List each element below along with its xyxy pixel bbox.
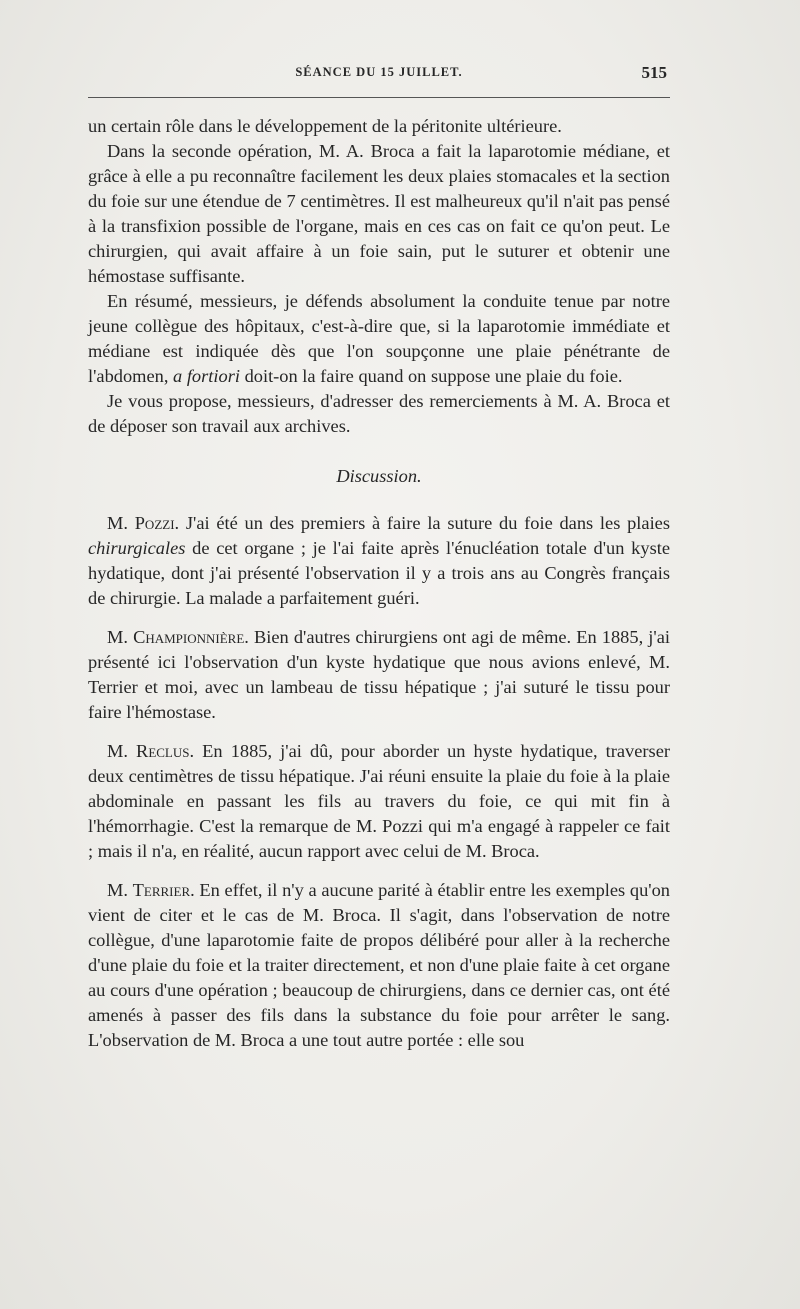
paragraph-second-operation: Dans la seconde opération, M. A. Broca a fait la laparotomie médiane, et grâce à elle a pu reconnaître facilement les deux plaies stomacales et la section du foie sur une étendue de 7 centimètres. Il est malheureux qu'il n'ait pas pensé à la transfixion possible de l'organe, mais en ces cas on fait ce qu'on peut. Le chirurgien, qui avait affaire à un foie sain, put le suturer et obtenir une hémostase suffisante.	[88, 141, 670, 286]
speaker-terrier: Terrier	[132, 880, 191, 900]
pozzi-text-a: . J'ai été un des premiers à faire la suture du foie dans les plaies	[174, 513, 670, 533]
page-number: 515	[641, 63, 667, 82]
speaker-pozzi: Pozzi	[134, 513, 175, 533]
header-rule	[88, 97, 670, 98]
pozzi-text-b: de cet organe ; je l'ai faite après l'énucléation totale d'un kyste hydatique, dont j'ai présenté l'observation il y a trois ans au Congrès français de chirurgie. La malade a parfaitement guéri.	[88, 538, 670, 608]
running-title: SÉANCE DU 15 JUILLET.	[295, 65, 463, 79]
paragraph-proposal: Je vous propose, messieurs, d'adresser des remerciements à M. A. Broca et de déposer son travail aux archives.	[88, 391, 670, 436]
paragraph-summary	[88, 289, 670, 389]
reclus-text: . En 1885, j'ai dû, pour aborder un hyste hydatique, traverser deux centimètres de tissu hépatique. J'ai réuni ensuite la plaie du foie à la plaie abdominale en passant les fils au travers du foie, ce qui mit fin à l'hémorrhagie. C'est la remarque de M. Pozzi qui m'a engagé à rappeler ce fait ; mais il n'a, en réalité, aucun rapport avec celui de M. Broca.	[88, 741, 670, 861]
paragraph-terrier	[88, 878, 670, 1053]
paragraph-pozzi	[88, 511, 670, 611]
summary-text-b: doit-on la faire quand on suppose une plaie du foie.	[239, 366, 623, 386]
summary-text-a: En résumé, messieurs, je défends absolument la conduite tenue par notre jeune collègue des hôpitaux, c'est-à-dire que, si la laparotomie immédiate et médiane est indiquée dès que l'on soupçonne une plaie pénétrante de l'abdomen,	[88, 291, 670, 386]
pozzi-emphasis: chirurgicales	[88, 538, 186, 558]
discussion-heading: Discussion.	[336, 466, 422, 486]
paragraph-continuation: un certain rôle dans le développement de la péritonite ultérieure.	[88, 116, 562, 136]
summary-emphasis: a fortiori	[173, 366, 240, 386]
paragraph-reclus	[88, 739, 670, 864]
championniere-prefix: M.	[107, 627, 134, 647]
terrier-prefix: M.	[107, 880, 133, 900]
terrier-text: . En effet, il n'y a aucune parité à établir entre les exemples qu'on vient de citer et le cas de M. Broca. Il s'agit, dans l'observation de notre collègue, d'une laparotomie faite de propos délibéré pour aller à la recherche d'une plaie du foie et la traiter directement, et non d'une plaie faite à cet organe au cours d'une opération ; beaucoup de chirurgiens, dans ce dernier cas, ont été amenés à passer des fils dans la substance du foie pour arrêter le sang. L'observation de M. Broca a une tout autre portée : elle sou	[88, 880, 670, 1050]
speaker-championniere: Championnière	[133, 627, 245, 647]
page-header	[88, 62, 670, 90]
pozzi-prefix: M.	[107, 513, 135, 533]
page-body	[88, 114, 670, 1053]
speaker-reclus: Reclus	[136, 741, 190, 761]
paragraph-championniere	[88, 625, 670, 725]
championniere-text: . Bien d'autres chirurgiens ont agi de même. En 1885, j'ai présenté ici l'observation d'un kyste hydatique que nous avions enlevé, M. Terrier et moi, avec un lambeau de tissu hépatique ; j'ai suturé le tissu pour faire l'hémostase.	[88, 627, 670, 722]
reclus-prefix: M.	[107, 741, 137, 761]
